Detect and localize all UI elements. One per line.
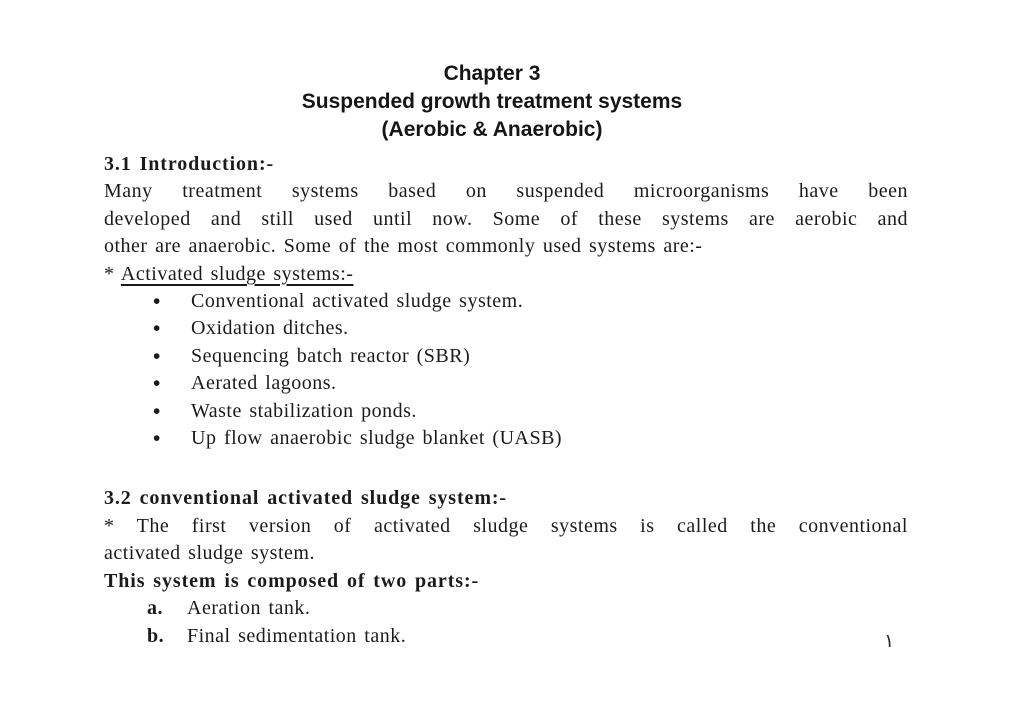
bullet-icon: •: [153, 289, 161, 314]
page-number: ١: [884, 630, 895, 652]
list-item: [104, 398, 908, 425]
bullet-icon: •: [153, 316, 161, 341]
list-item: [104, 343, 908, 370]
chapter-title-line-1: Chapter 3: [443, 62, 541, 85]
chapter-title-line-2: Suspended growth treatment systems: [301, 90, 683, 113]
list-item-label: Aeration tank.: [187, 597, 311, 620]
section-3-2-heading: 3.2 conventional activated sludge system:-: [104, 487, 507, 510]
list-marker-a: a.: [147, 597, 163, 620]
activated-sludge-subheading-text: Activated sludge systems:-: [120, 262, 354, 285]
activated-sludge-subheading: [104, 261, 908, 288]
list-item: [104, 623, 908, 650]
two-parts-subheading: This system is composed of two parts:-: [104, 569, 480, 592]
bullet-icon: •: [153, 343, 161, 368]
chapter-title-line-3: (Aerobic & Anaerobic): [381, 118, 603, 141]
list-item-label: Conventional activated sludge system.: [191, 290, 524, 313]
intro-paragraph-line-2: developed and still used until now. Some of these systems are aerobic and: [104, 207, 908, 230]
bullet-icon: •: [153, 371, 161, 396]
section-3-1-heading: 3.1 Introduction:-: [104, 153, 275, 175]
list-item-label: Waste stabilization ponds.: [191, 399, 417, 422]
list-item-label: Final sedimentation tank.: [187, 624, 407, 647]
list-marker-b: b.: [147, 624, 165, 647]
chapter-title-block: [104, 60, 880, 144]
list-item: [104, 370, 908, 397]
bullet-icon: •: [153, 426, 161, 451]
list-item-label: Sequencing batch reactor (SBR): [191, 344, 471, 367]
list-item-label: Aerated lagoons.: [191, 372, 337, 395]
intro-paragraph-line-3: other are anaerobic. Some of the most commonly used systems are:-: [104, 235, 703, 258]
list-item-label: Up flow anaerobic sludge blanket (UASB): [191, 427, 563, 450]
list-item: [104, 288, 908, 315]
list-item: [104, 425, 908, 452]
section-3-2-paragraph-line-1: * The first version of activated sludge systems is called the conventional: [104, 514, 908, 537]
list-item: [104, 595, 908, 622]
document-body: [104, 151, 908, 650]
section-3-2-paragraph-line-2: activated sludge system.: [104, 542, 315, 565]
bullet-icon: •: [153, 398, 161, 423]
asterisk-marker: *: [104, 262, 115, 285]
list-item-label: Oxidation ditches.: [191, 317, 349, 340]
list-item: [104, 315, 908, 342]
intro-paragraph-line-1: Many treatment systems based on suspended microorganisms have been: [104, 180, 908, 203]
